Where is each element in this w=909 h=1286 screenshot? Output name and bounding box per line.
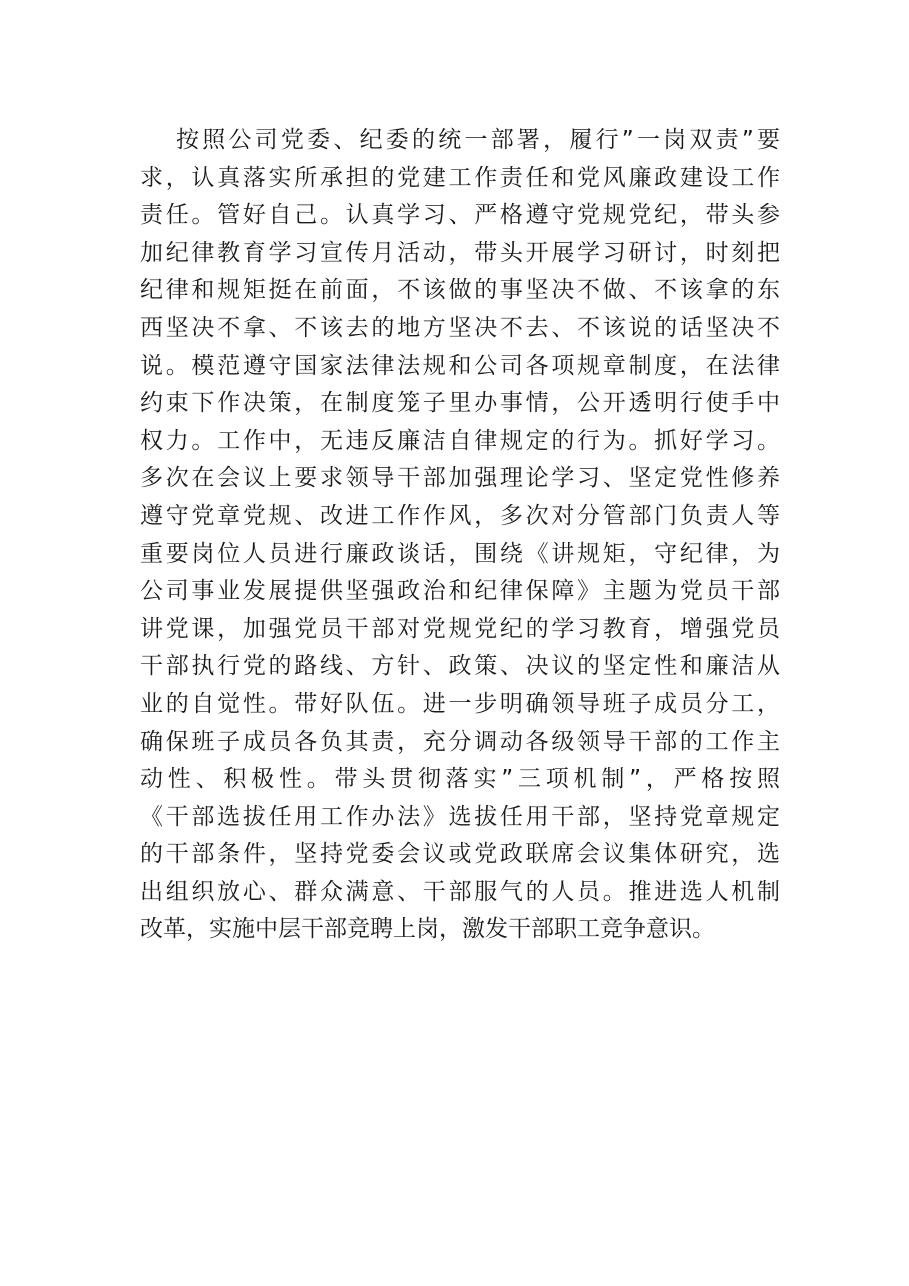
text-line: 干部执行党的路线、方针、政策、决议的坚定性和廉洁从 [140,653,780,680]
text-line: 讲党课，加强党员干部对党规党纪的学习教育，增强党员 [140,615,780,642]
text-line: 说。模范遵守国家法律法规和公司各项规章制度，在法律 [140,352,780,379]
text-line: 业的自觉性。带好队伍。进一步明确领导班子成员分工， [140,690,780,717]
text-line: 重要岗位人员进行廉政谈话，围绕《讲规矩，守纪律，为 [140,540,780,567]
text-line: 确保班子成员各负其责，充分调动各级领导干部的工作主 [140,728,780,755]
text-line: 西坚决不拿、不该去的地方坚决不去、不该说的话坚决不 [140,314,780,341]
text-line: 权力。工作中，无违反廉洁自律规定的行为。抓好学习。 [140,427,780,454]
text-line: 约束下作决策，在制度笼子里办事情，公开透明行使手中 [140,390,780,417]
text-line: 公司事业发展提供坚强政治和纪律保障》主题为党员干部 [140,578,780,605]
text-line: 的干部条件，坚持党委会议或党政联席会议集体研究，选 [140,841,780,868]
text-line: 《干部选拔任用工作办法》选拔任用干部，坚持党章规定 [140,803,780,830]
text-line: 遵守党章党规、改进工作作风，多次对分管部门负责人等 [140,502,780,529]
text-line: 出组织放心、群众满意、干部服气的人员。推进选人机制 [140,878,780,905]
text-line: 动性、积极性。带头贯彻落实”三项机制”，严格按照 [140,766,780,793]
text-line: 纪律和规矩挺在前面，不该做的事坚决不做、不该拿的东 [140,277,780,304]
text-line: 加纪律教育学习宣传月活动，带头开展学习研讨，时刻把 [140,239,780,266]
text-line: 责任。管好自己。认真学习、严格遵守党规党纪，带头参 [140,202,780,229]
text-line: 按照公司党委、纪委的统一部署，履行”一岗双责”要 [176,127,780,153]
body-paragraph [140,122,780,949]
text-line: 多次在会议上要求领导干部加强理论学习、坚定党性修养 [140,465,780,492]
text-line: 求，认真落实所承担的党建工作责任和党风廉政建设工作 [140,164,780,191]
text-line: 改革，实施中层干部竞聘上岗，激发干部职工竞争意识。 [140,916,715,943]
